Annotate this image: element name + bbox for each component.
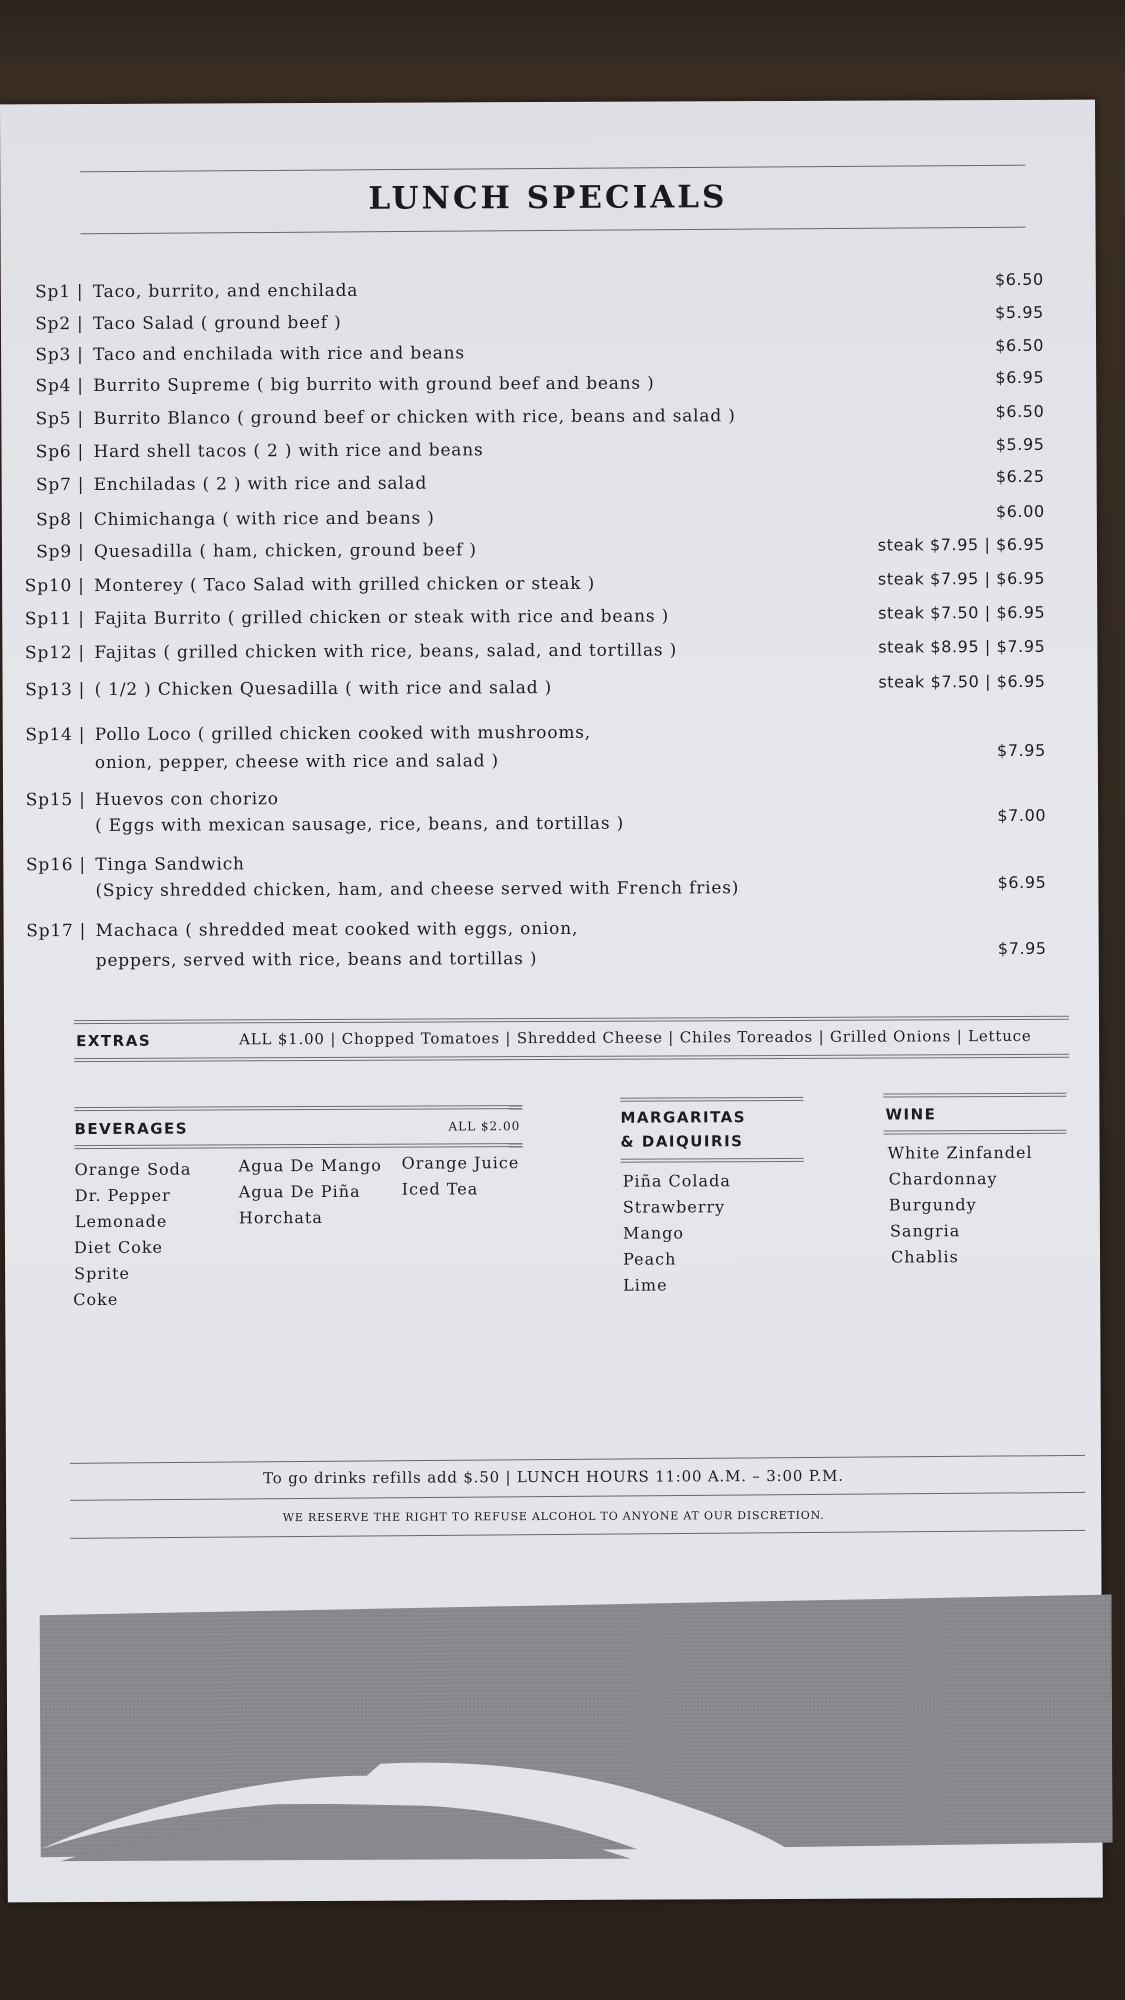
beverage-item: Orange Juice: [401, 1153, 520, 1173]
special-separator: |: [79, 921, 87, 942]
beverage-item: Diet Coke: [73, 1237, 164, 1258]
special-name-continued: peppers, served with rice, beans and tortillas ): [95, 949, 538, 971]
beverages-price-note: ALL $2.00: [448, 1119, 521, 1134]
beverage-item: Lemonade: [74, 1211, 168, 1232]
special-name: Machaca ( shredded meat cooked with eggs, onion,: [95, 918, 579, 941]
special-price: $6.50: [995, 401, 1045, 422]
footer-refill-note: To go drinks refills add $.50 | LUNCH HOURS 11:00 A.M. – 3:00 P.M.: [263, 1466, 844, 1488]
menu-sheet: [0, 100, 1103, 1903]
special-price: steak $7.95 | $6.95: [877, 568, 1046, 589]
wine-item: Burgundy: [888, 1195, 977, 1215]
menu-title: LUNCH SPECIALS: [368, 179, 728, 217]
margarita-item: Peach: [623, 1249, 677, 1269]
margarita-item: Lime: [623, 1275, 668, 1295]
special-code: Sp5: [35, 409, 72, 430]
special-code: Sp3: [35, 345, 72, 366]
special-name: Taco, burrito, and enchilada: [92, 280, 359, 302]
special-separator: |: [77, 409, 84, 430]
margaritas-title-line2: & DAIQUIRIS: [620, 1132, 744, 1151]
special-row-sp10: [2, 568, 1097, 597]
special-price: steak $8.95 | $7.95: [878, 636, 1046, 657]
special-name-continued: (Spicy shredded chicken, ham, and cheese served with French fries): [95, 878, 740, 901]
margaritas-bottom-rule: [621, 1158, 804, 1163]
special-code: Sp4: [35, 376, 72, 397]
special-separator: |: [79, 855, 86, 876]
extras-label: EXTRAS: [76, 1031, 152, 1051]
special-separator: |: [78, 680, 86, 701]
special-row-sp15: [3, 786, 1098, 836]
special-price: $7.95: [997, 938, 1047, 959]
special-code: Sp14: [25, 725, 73, 746]
special-code: Sp10: [24, 576, 73, 597]
special-row-sp7: [2, 466, 1097, 496]
margaritas-title-line1: MARGARITAS: [620, 1108, 747, 1127]
special-price: $7.00: [997, 805, 1047, 826]
wine-top-rule: [883, 1093, 1066, 1098]
special-row-sp3: [1, 335, 1096, 366]
special-code: Sp13: [25, 680, 73, 701]
beverages-title: BEVERAGES: [74, 1119, 189, 1139]
special-name: Taco Salad ( ground beef ): [92, 312, 342, 334]
special-code: Sp12: [24, 643, 73, 664]
special-name: Huevos con chorizo: [94, 789, 279, 810]
special-name: ( 1/2 ) Chicken Quesadilla ( with rice and salad ): [94, 677, 553, 700]
special-row-sp5: [1, 401, 1096, 430]
special-name-continued: onion, pepper, cheese with rice and salad ): [94, 751, 499, 773]
special-price: $5.95: [995, 302, 1044, 323]
beverage-item: Agua De Piña: [238, 1181, 361, 1202]
special-name: Burrito Blanco ( ground beef or chicken with rice, beans and salad ): [93, 406, 736, 429]
special-row-sp2: [1, 302, 1096, 335]
special-separator: |: [76, 314, 84, 335]
margarita-item: Strawberry: [622, 1197, 726, 1217]
special-separator: |: [78, 576, 85, 597]
special-code: Sp1: [35, 282, 71, 303]
special-price: $7.95: [996, 740, 1046, 761]
special-code: Sp15: [25, 790, 74, 811]
special-price: $6.95: [995, 367, 1045, 388]
special-price: steak $7.95 | $6.95: [877, 534, 1045, 555]
footer-rule-2: [70, 1492, 1085, 1501]
special-name: Fajitas ( grilled chicken with rice, beans, salad, and tortillas ): [94, 640, 678, 663]
special-name: Pollo Loco ( grilled chicken cooked with mushrooms,: [94, 722, 592, 745]
wine-bottom-rule: [883, 1130, 1066, 1135]
special-separator: |: [77, 510, 85, 531]
special-separator: |: [77, 542, 85, 563]
special-separator: |: [78, 643, 85, 664]
wine-item: Sangria: [889, 1221, 961, 1241]
special-price: $6.25: [995, 466, 1045, 487]
special-row-sp8: [2, 501, 1097, 531]
footer-alcohol-policy: WE RESERVE THE RIGHT TO REFUSE ALCOHOL TO ANYONE AT OUR DISCRETION.: [282, 1508, 825, 1525]
special-row-sp16: [3, 851, 1098, 901]
special-row-sp13: [3, 671, 1098, 701]
beverage-item: Dr. Pepper: [74, 1185, 171, 1206]
beverage-item: Sprite: [74, 1263, 131, 1284]
margaritas-title: [620, 1105, 746, 1154]
special-price: steak $7.50 | $6.95: [878, 602, 1046, 623]
wine-item: Chablis: [891, 1247, 959, 1267]
special-price: steak $7.50 | $6.95: [878, 671, 1046, 692]
special-code: Sp8: [36, 510, 72, 531]
special-row-sp12: [2, 636, 1097, 664]
special-code: Sp2: [35, 314, 72, 335]
special-name: Burrito Supreme ( big burrito with ground beef and beans ): [93, 373, 655, 396]
special-code: Sp7: [35, 475, 72, 496]
special-row-sp17: [4, 917, 1099, 971]
beverage-item: Horchata: [238, 1207, 323, 1228]
special-separator: |: [77, 376, 84, 397]
wine-title: WINE: [885, 1105, 937, 1124]
wine-item: White Zinfandel: [887, 1142, 1033, 1163]
special-name: Taco and enchilada with rice and beans: [93, 343, 465, 365]
beverage-item: Orange Soda: [74, 1159, 192, 1180]
beverage-item: Coke: [73, 1289, 119, 1310]
footer-rule-1: [70, 1455, 1085, 1464]
special-price: $6.50: [994, 269, 1044, 290]
special-name: Hard shell tacos ( 2 ) with rice and beans: [93, 440, 484, 462]
special-name: Tinga Sandwich: [95, 854, 245, 875]
special-code: Sp6: [35, 442, 72, 463]
special-name-continued: ( Eggs with mexican sausage, rice, beans, and tortillas ): [95, 813, 625, 836]
special-name: Quesadilla ( ham, chicken, ground beef ): [93, 540, 477, 562]
special-name: Chimichanga ( with rice and beans ): [93, 508, 435, 530]
special-code: Sp16: [25, 855, 74, 876]
special-price: $6.50: [995, 335, 1045, 356]
special-code: Sp11: [24, 609, 73, 630]
special-row-sp4: [1, 367, 1096, 397]
footer-rule-3: [70, 1530, 1085, 1539]
wine-item: Chardonnay: [888, 1169, 998, 1189]
special-name: Monterey ( Taco Salad with grilled chicken or steak ): [94, 573, 596, 596]
beverage-item: Iced Tea: [401, 1179, 479, 1199]
extras-items: ALL $1.00 | Chopped Tomatoes | Shredded Cheese | Chiles Toreados | Grilled Onions | Lettuce: [239, 1026, 1032, 1049]
special-separator: |: [76, 282, 84, 303]
special-separator: |: [77, 442, 85, 463]
margarita-item: Piña Colada: [622, 1171, 731, 1191]
special-separator: |: [77, 475, 85, 496]
title-top-rule: [80, 165, 1025, 173]
beverage-item: Agua De Mango: [238, 1155, 382, 1176]
special-row-sp11: [2, 602, 1097, 630]
title-bottom-rule: [81, 227, 1026, 235]
margarita-item: Mango: [622, 1223, 685, 1243]
special-name: Enchiladas ( 2 ) with rice and salad: [93, 473, 428, 495]
special-price: $6.00: [995, 501, 1045, 522]
special-price: $5.95: [995, 434, 1045, 455]
special-code: Sp9: [36, 542, 73, 563]
margaritas-top-rule: [620, 1097, 803, 1102]
special-code: Sp17: [26, 921, 74, 942]
special-separator: |: [78, 790, 86, 811]
special-row-sp6: [1, 434, 1096, 463]
beverages-top-rule: [74, 1105, 522, 1111]
special-row-sp1: [1, 269, 1096, 303]
special-separator: |: [78, 609, 85, 630]
special-row-sp9: [2, 534, 1097, 563]
special-price: $6.95: [997, 872, 1047, 893]
special-name: Fajita Burrito ( grilled chicken or steak with rice and beans ): [94, 606, 670, 629]
decorative-banner-graphic: [40, 1595, 1113, 1870]
special-separator: |: [77, 345, 84, 366]
beverages-bottom-rule: [75, 1143, 523, 1149]
special-separator: |: [78, 725, 86, 746]
special-row-sp14: [3, 721, 1098, 773]
